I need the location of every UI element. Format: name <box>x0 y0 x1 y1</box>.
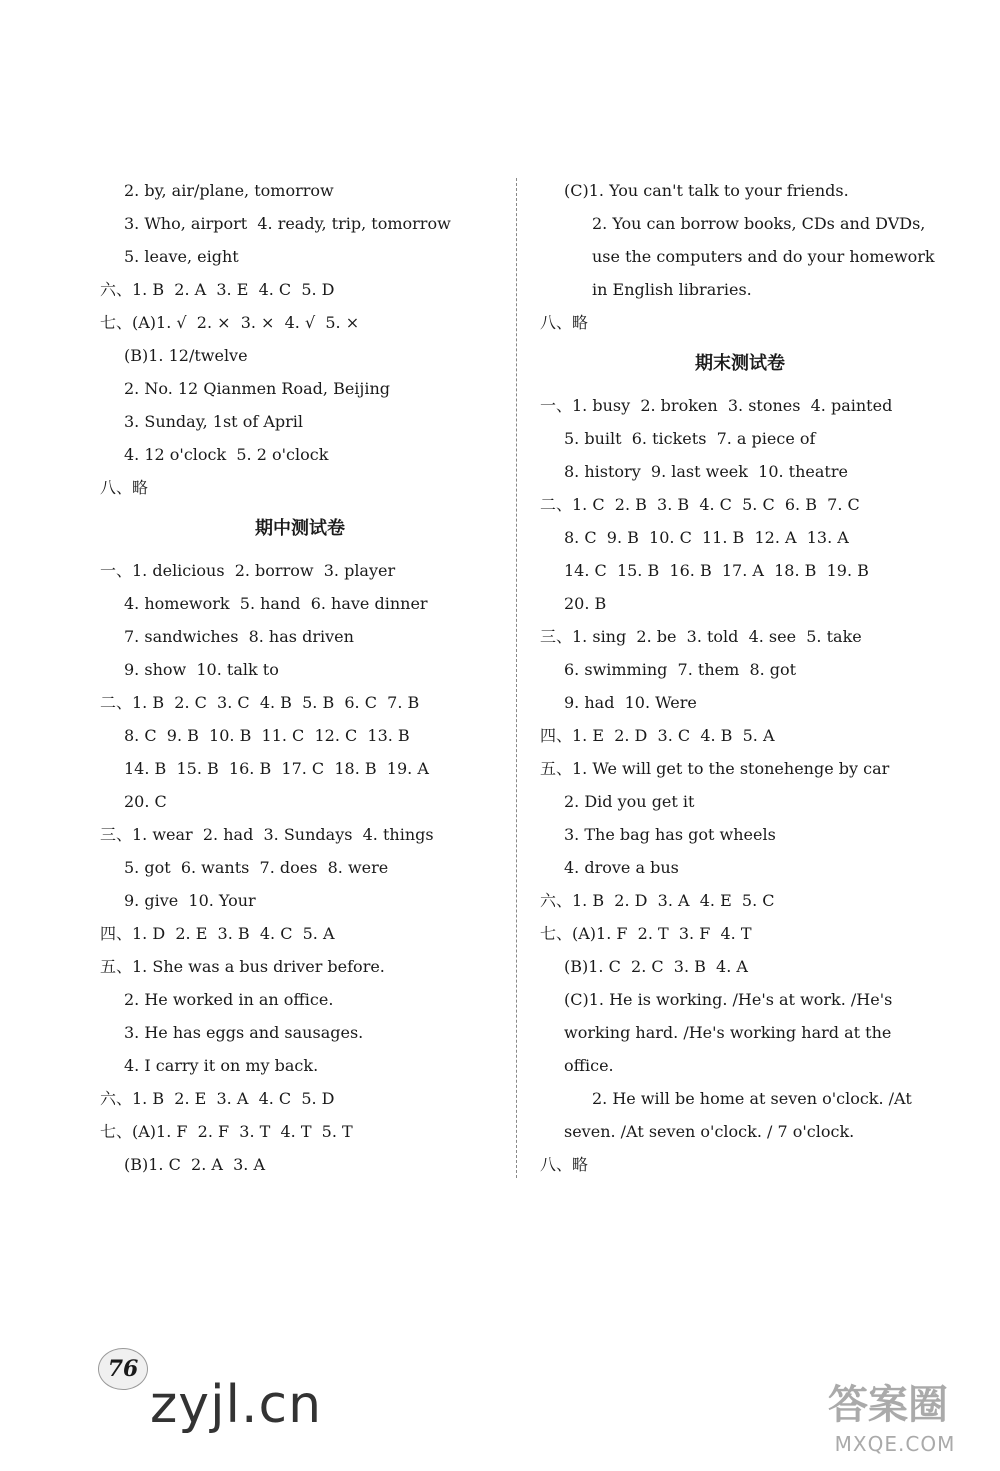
answer-line: use the computers and do your homework <box>592 247 935 266</box>
answer-line: 14. C 15. B 16. B 17. A 18. B 19. B <box>564 561 869 580</box>
answer-line: 八、略 <box>540 313 589 332</box>
answer-line: (B)1. 12/twelve <box>124 346 248 365</box>
answer-line: 八、略 <box>540 1155 589 1174</box>
answer-line: 3. The bag has got wheels <box>564 825 776 844</box>
answer-line: 6. swimming 7. them 8. got <box>564 660 797 679</box>
answer-line: 4. drove a bus <box>564 858 679 877</box>
answer-line: 3. He has eggs and sausages. <box>124 1023 364 1042</box>
answer-line: 五、1. We will get to the stonehenge by car <box>540 759 890 778</box>
answer-line: (B)1. C 2. A 3. A <box>124 1155 265 1174</box>
answer-line: 8. history 9. last week 10. theatre <box>564 462 848 481</box>
answer-line: 4. 12 o'clock 5. 2 o'clock <box>124 445 329 464</box>
watermark-mxqe: MXQE.COM <box>834 1432 956 1456</box>
answer-line: office. <box>564 1056 614 1075</box>
answer-line: 20. B <box>564 594 607 613</box>
answer-line: 8. C 9. B 10. C 11. B 12. A 13. A <box>564 528 849 547</box>
answer-line: 2. You can borrow books, CDs and DVDs, <box>592 214 926 233</box>
left-column <box>100 174 500 1181</box>
watermark-logo: 答案圈 <box>828 1382 948 1428</box>
answer-line: 四、1. D 2. E 3. B 4. C 5. A <box>100 924 335 943</box>
answer-line: 七、(A)1. √ 2. × 3. × 4. √ 5. × <box>100 313 360 332</box>
answer-line: 2. He worked in an office. <box>124 990 334 1009</box>
answer-line: 2. He will be home at seven o'clock. /At <box>592 1089 912 1108</box>
column-divider <box>516 178 517 1178</box>
answer-line: 20. C <box>124 792 167 811</box>
answer-line: 二、1. B 2. C 3. C 4. B 5. B 6. C 7. B <box>100 693 420 712</box>
answer-line: 一、1. delicious 2. borrow 3. player <box>100 561 396 580</box>
answer-line: 2. No. 12 Qianmen Road, Beijing <box>124 379 391 398</box>
answer-line: (B)1. C 2. C 3. B 4. A <box>564 957 748 976</box>
answer-line: 9. give 10. Your <box>124 891 256 910</box>
answer-line: 9. had 10. Were <box>564 693 697 712</box>
answer-line: 七、(A)1. F 2. T 3. F 4. T <box>540 924 752 943</box>
answer-line: seven. /At seven o'clock. / 7 o'clock. <box>564 1122 855 1141</box>
answer-line: 六、1. B 2. A 3. E 4. C 5. D <box>100 280 335 299</box>
answer-line: working hard. /He's working hard at the <box>564 1023 892 1042</box>
final-heading: 期末测试卷 <box>695 353 785 374</box>
answer-line: 3. Sunday, 1st of April <box>124 412 304 431</box>
answer-line: 六、1. B 2. E 3. A 4. C 5. D <box>100 1089 335 1108</box>
answer-line: 五、1. She was a bus driver before. <box>100 957 385 976</box>
answer-line: 3. Who, airport 4. ready, trip, tomorrow <box>124 214 451 233</box>
midterm-heading: 期中测试卷 <box>255 518 345 539</box>
answer-line: 二、1. C 2. B 3. B 4. C 5. C 6. B 7. C <box>540 495 860 514</box>
answer-line: 14. B 15. B 16. B 17. C 18. B 19. A <box>124 759 429 778</box>
answer-line: 9. show 10. talk to <box>124 660 279 679</box>
answer-line: 4. I carry it on my back. <box>124 1056 319 1075</box>
answer-line: 七、(A)1. F 2. F 3. T 4. T 5. T <box>100 1122 353 1141</box>
answer-line: 一、1. busy 2. broken 3. stones 4. painted <box>540 396 893 415</box>
answer-line: (C)1. You can't talk to your friends. <box>564 181 849 200</box>
answer-line: in English libraries. <box>592 280 752 299</box>
answer-line: 2. Did you get it <box>564 792 695 811</box>
right-column <box>540 174 940 1181</box>
answer-line: 5. leave, eight <box>124 247 239 266</box>
answer-line: 六、1. B 2. D 3. A 4. E 5. C <box>540 891 775 910</box>
answer-line: 5. got 6. wants 7. does 8. were <box>124 858 389 877</box>
answer-line: 2. by, air/plane, tomorrow <box>124 181 334 200</box>
watermark-zyjl: zyjl.cn <box>150 1375 323 1435</box>
answer-line: 5. built 6. tickets 7. a piece of <box>564 429 816 448</box>
answer-line: 7. sandwiches 8. has driven <box>124 627 354 646</box>
answer-line: 4. homework 5. hand 6. have dinner <box>124 594 428 613</box>
answer-line: 8. C 9. B 10. B 11. C 12. C 13. B <box>124 726 410 745</box>
answer-line: 三、1. sing 2. be 3. told 4. see 5. take <box>540 627 862 646</box>
answer-line: 八、略 <box>100 478 149 497</box>
page-number: 76 <box>98 1348 148 1390</box>
answer-line: 四、1. E 2. D 3. C 4. B 5. A <box>540 726 775 745</box>
answer-line: 三、1. wear 2. had 3. Sundays 4. things <box>100 825 434 844</box>
answer-line: (C)1. He is working. /He's at work. /He's <box>564 990 893 1009</box>
